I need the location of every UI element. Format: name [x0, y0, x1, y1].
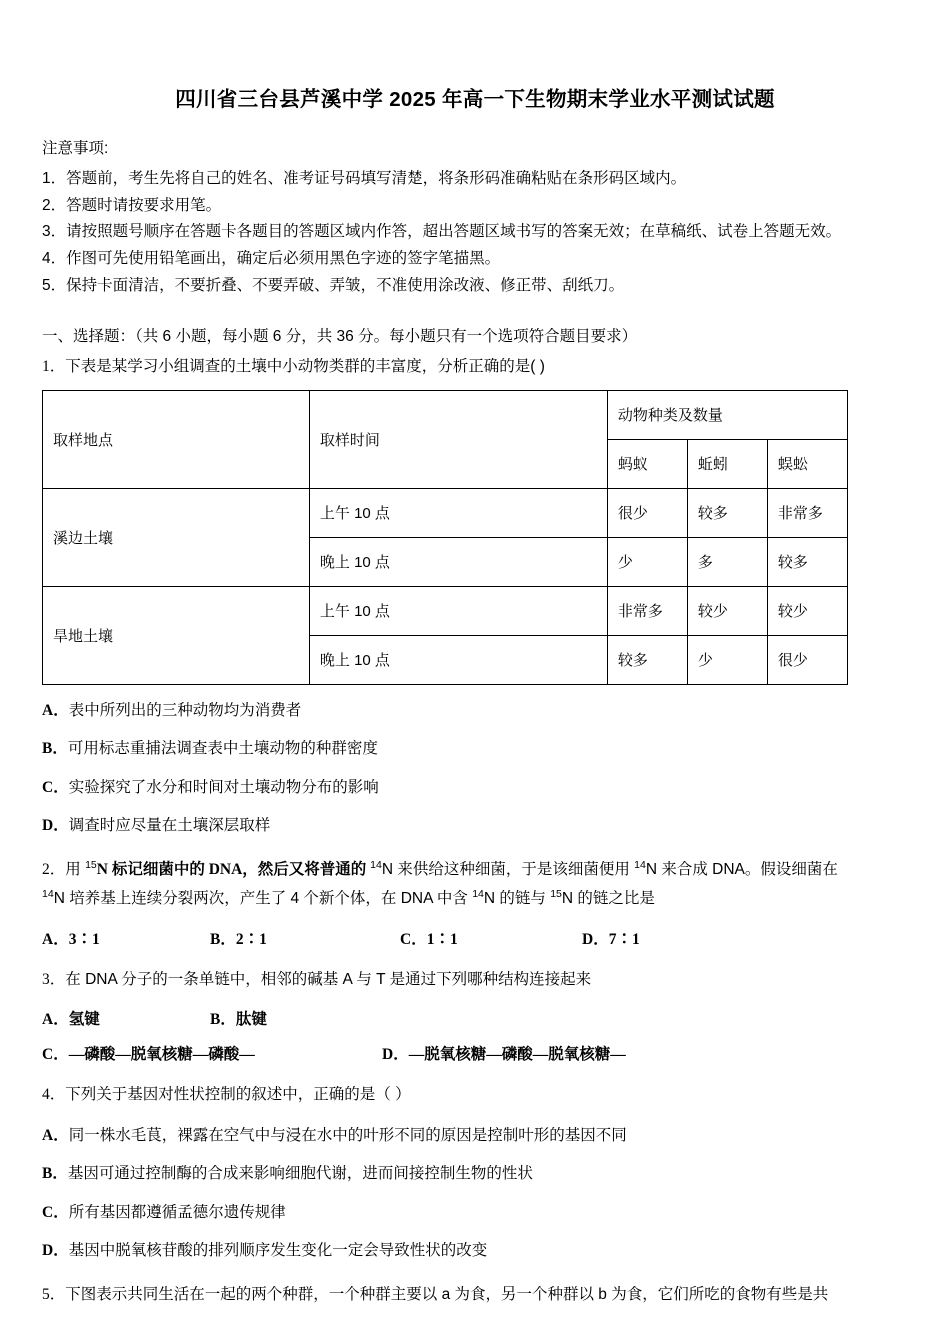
option-label: D．: [582, 930, 609, 948]
question-3-number: 3．: [42, 970, 66, 988]
question-2-option-a: [42, 927, 210, 949]
q2-sup-15: 15: [85, 858, 97, 871]
question-1-option-d: [42, 813, 908, 839]
notice-item: 1．答题前，考生先将自己的姓名、准考证号码填写清楚，将条形码准确粘贴在条形码区域内。: [42, 169, 687, 187]
question-1-text: 下表是某学习小组调查的土壤中小动物类群的丰富度，分析正确的是( ): [65, 358, 545, 376]
q2-line2-c: N 的链之比是: [561, 890, 655, 908]
table-cell-value: 较少: [767, 586, 847, 635]
option-label: D．: [42, 1242, 69, 1260]
section-heading-multiple-choice: 一、选择题：（共 6 小题，每小题 6 分，共 36 分。每小题只有一个选项符合题目要求）: [42, 328, 638, 346]
question-3-stem: [42, 965, 908, 994]
option-label: D．: [42, 817, 69, 835]
option-label: B．: [210, 930, 236, 948]
option-text: 氢键: [68, 1011, 100, 1029]
table-cell-value: 非常多: [607, 586, 687, 635]
option-label: A．: [42, 930, 69, 948]
question-1-table: [42, 390, 848, 685]
question-2-option-c: [400, 927, 582, 949]
q2-part1: 用: [65, 860, 86, 878]
table-cell-site-dryland: 旱地土壤: [43, 586, 310, 684]
table-cell-time: 晚上 10 点: [309, 635, 607, 684]
question-2-options: [42, 927, 908, 949]
question-1-option-a: [42, 698, 908, 724]
question-2-option-b: [210, 927, 400, 949]
question-2: [42, 855, 908, 949]
option-label: C．: [42, 778, 69, 796]
page-title: 四川省三台县芦溪中学 2025 年高一下生物期末学业水平测试试题: [175, 88, 775, 111]
option-text: 基因中脱氧核苷酸的排列顺序发生变化一定会导致性状的改变: [68, 1242, 488, 1260]
table-cell-value: 较多: [607, 635, 687, 684]
option-label: C．: [42, 1046, 69, 1064]
q2-line2-a: N 培养基上连续分裂两次，产生了 4 个新个体，在 DNA 中含: [53, 890, 473, 908]
option-text: 可用标志重捕法调查表中土壤动物的种群密度: [67, 740, 378, 758]
question-4: [42, 1080, 908, 1264]
question-4-option-d: [42, 1238, 908, 1264]
table-header-site: 取样地点: [43, 390, 310, 488]
table-cell-value: 较多: [687, 488, 767, 537]
option-text: —脱氧核糖—磷酸—脱氧核糖—: [408, 1046, 626, 1064]
question-3-option-a: [42, 1007, 210, 1029]
option-text: 表中所列出的三种动物均为消费者: [68, 701, 302, 719]
question-3-text: 在 DNA 分子的一条单链中，相邻的碱基 A 与 T 是通过下列哪种结构连接起来: [65, 970, 592, 988]
option-text: 7∶1: [608, 930, 640, 948]
question-4-number: 4．: [42, 1086, 66, 1104]
question-5-text: 下图表示共同生活在一起的两个种群，一个种群主要以 a 为食，另一个种群以 b 为食，它们所吃的食物有些是共: [65, 1285, 829, 1303]
question-5-stem: [42, 1280, 908, 1309]
question-2-option-d: [582, 927, 640, 949]
table-subheader-ant: 蚂蚁: [607, 439, 687, 488]
table-cell-value: 较多: [767, 537, 847, 586]
table-cell-time: 上午 10 点: [309, 488, 607, 537]
q2-part4: N 来合成 DNA。假设细菌在: [645, 860, 838, 878]
notice-list: [42, 166, 908, 299]
option-label: B．: [210, 1011, 236, 1029]
q2-part3: N 来供给这种细菌，于是该细菌便用: [381, 860, 635, 878]
table-cell-value: 少: [687, 635, 767, 684]
option-text: 2∶1: [235, 930, 267, 948]
q2-line2-sup-15: 15: [550, 888, 562, 901]
question-3-option-d: [382, 1042, 626, 1064]
question-4-text: 下列关于基因对性状控制的叙述中，正确的是（ ）: [65, 1086, 411, 1104]
q2-line2-sup-14b: 14: [472, 888, 484, 901]
option-text: 肽键: [235, 1011, 267, 1029]
table-cell-value: 较少: [687, 586, 767, 635]
option-label: B．: [42, 740, 68, 758]
question-1-option-c: [42, 775, 908, 801]
question-3-options-row-1: [42, 1007, 908, 1029]
table-row-header: [43, 390, 848, 439]
table-cell-time: 晚上 10 点: [309, 537, 607, 586]
question-3-option-b: [210, 1007, 267, 1029]
question-4-option-c: [42, 1200, 908, 1226]
notice-item: 3．请按照题号顺序在答题卡各题目的答题区域内作答，超出答题区域书写的答案无效；在草稿纸、试卷上答题无效。: [42, 223, 842, 241]
question-4-option-b: [42, 1161, 908, 1187]
q2-part2: N 标记细菌中的 DNA，然后又将普通的: [96, 860, 371, 878]
table-cell-value: 非常多: [767, 488, 847, 537]
q2-line2-sup-14: 14: [42, 888, 54, 901]
table-cell-value: 很少: [767, 635, 847, 684]
option-text: 1∶1: [426, 930, 458, 948]
option-text: 同一株水毛茛，裸露在空气中与浸在水中的叶形不同的原因是控制叶形的基因不同: [68, 1126, 627, 1144]
table-cell-value: 少: [607, 537, 687, 586]
table-row: [43, 586, 848, 635]
table-header-time: 取样时间: [309, 390, 607, 488]
option-label: C．: [400, 930, 427, 948]
question-3-option-c: [42, 1042, 382, 1064]
question-1-number: 1．: [42, 358, 66, 376]
option-label: A．: [42, 701, 69, 719]
option-text: 实验探究了水分和时间对土壤动物分布的影响: [68, 778, 379, 796]
question-2-stem-line2: [42, 884, 908, 913]
option-label: B．: [42, 1165, 68, 1183]
question-1-option-b: [42, 736, 908, 762]
option-text: 所有基因都遵循孟德尔遗传规律: [68, 1203, 286, 1221]
option-label: D．: [382, 1046, 409, 1064]
notice-heading: 注意事项:: [42, 139, 109, 157]
option-text: 基因可通过控制酶的合成来影响细胞代谢，进而间接控制生物的性状: [67, 1165, 533, 1183]
question-5: [42, 1280, 908, 1309]
table-cell-value: 多: [687, 537, 767, 586]
table-subheader-centipede: 蜈蚣: [767, 439, 847, 488]
question-4-option-a: [42, 1123, 908, 1149]
table-subheader-earthworm: 蚯蚓: [687, 439, 767, 488]
option-text: —磷酸—脱氧核糖—磷酸—: [68, 1046, 255, 1064]
question-4-stem: [42, 1080, 908, 1109]
option-text: 3∶1: [68, 930, 100, 948]
question-2-stem: [42, 855, 908, 884]
q2-line2-b: N 的链与: [483, 890, 551, 908]
question-1-stem: [42, 354, 908, 380]
option-label: C．: [42, 1203, 69, 1221]
question-2-number: 2．: [42, 860, 66, 878]
notice-item: 4．作图可先使用铅笔画出，确定后必须用黑色字迹的签字笔描黑。: [42, 249, 501, 267]
notice-item: 5．保持卡面清洁，不要折叠、不要弄破、弄皱，不准使用涂改液、修正带、刮纸刀。: [42, 276, 625, 294]
question-3: [42, 965, 908, 1064]
q2-sup-14b: 14: [634, 858, 646, 871]
table-header-animal-group: 动物种类及数量: [607, 390, 847, 439]
notice-item: 2．答题时请按要求用笔。: [42, 196, 222, 214]
table-row: [43, 488, 848, 537]
table-cell-site-creek: 溪边土壤: [43, 488, 310, 586]
option-label: A．: [42, 1126, 69, 1144]
table-cell-value: 很少: [607, 488, 687, 537]
question-3-options-row-2: [42, 1042, 908, 1064]
table-cell-time: 上午 10 点: [309, 586, 607, 635]
option-text: 调查时应尽量在土壤深层取样: [68, 817, 271, 835]
option-label: A．: [42, 1011, 69, 1029]
q2-sup-14: 14: [370, 858, 382, 871]
question-5-number: 5．: [42, 1285, 66, 1303]
